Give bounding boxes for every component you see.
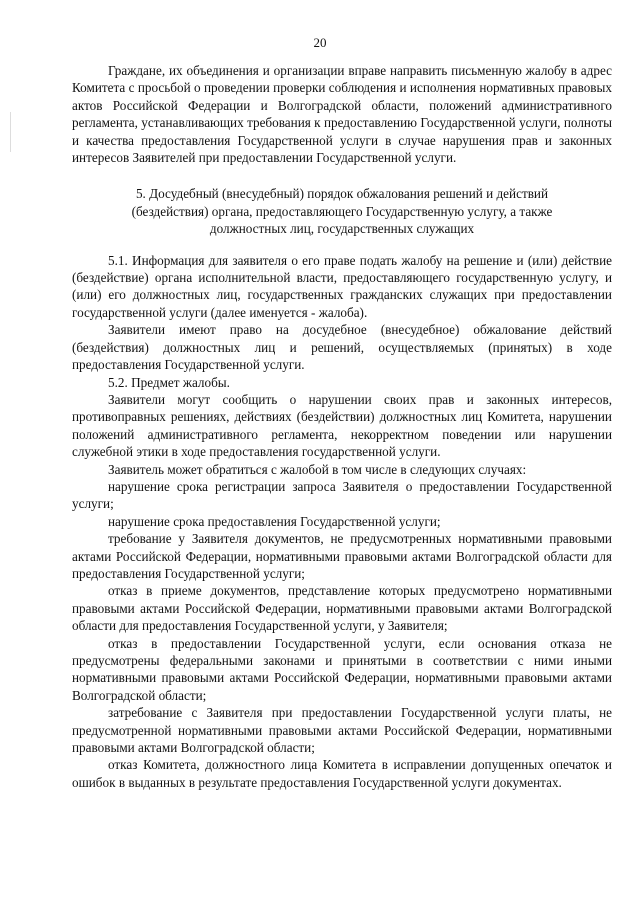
paragraph-complaint-subject: Заявители могут сообщить о нарушении своих прав и законных интересов, противоправных решениях, действиях (бездействии) должностных лиц Комитета, нарушении положений административного регламента, некорректном поведении или нарушении служебной этики в ходе предоставления государственной услуги. (72, 391, 612, 460)
paragraph-cases-intro: Заявитель может обратиться с жалобой в том числе в следующих случаях: (108, 461, 527, 477)
paragraph-appeal-right: Заявители имеют право на досудебное (внесудебное) обжалование действий (бездействия) должностных лиц и решений, осуществляемых (принятых) в ходе предоставления Государственной услуги. (72, 322, 612, 373)
section-heading-line-2: (бездействия) органа, предоставляющего Государственную услугу, а также (131, 203, 553, 219)
list-item-registration-deadline: нарушение срока регистрации запроса Заявителя о предоставлении Государственной услуги; (72, 478, 612, 512)
section-heading-line-1: 5. Досудебный (внесудебный) порядок обжалования решений и действий (135, 186, 549, 202)
list-item-service-refusal: отказ в предоставлении Государственной услуги, если основания отказа не предусмотрены федеральными законами и принятыми в соответствии с ними иными нормативными правовыми актами Российской Федерации, нормативными правовыми актами Волгоградской области; (72, 635, 612, 703)
list-item-service-deadline: нарушение срока предоставления Государственной услуги; (108, 513, 441, 529)
list-item-documents-refusal: отказ в приеме документов, представление которых предусмотрено нормативными правовыми актами Российской Федерации, нормативными правовыми актами Волгоградской области для предоставления Государственной услуги, у Заявителя; (72, 583, 612, 634)
list-item-correction-refusal: отказ Комитета, должностного лица Комитета в исправлении допущенных опечаток и ошибок в выданных в результате предоставления Государственной услуги документах. (72, 757, 612, 790)
section-heading-line-3: должностных лиц, государственных служащих (209, 221, 475, 237)
paragraph-5-2-title: 5.2. Предмет жалобы. (108, 374, 230, 390)
page-content (72, 62, 612, 791)
paragraph-5-1: 5.1. Информация для заявителя о его праве подать жалобу на решение и (или) действие (бездействие) органа исполнительной власти, предоставляющего государственную услугу, и (или) его должностных лиц, государственных гражданских служащих при предоставлении государственной услуги (далее именуется - жалоба). (72, 252, 612, 320)
page-number: 20 (313, 35, 327, 50)
section-heading (72, 185, 612, 237)
list-item-documents-request: требование у Заявителя документов, не предусмотренных нормативными правовыми актами Российской Федерации, нормативными правовыми актами Волгоградской области для предоставления Государственной услуги; (72, 531, 612, 581)
intro-paragraph: Граждане, их объединения и организации вправе направить письменную жалобу в адрес Комитета с просьбой о проведении проверки соблюдения и исполнения нормативных правовых актов Российской Федерации и Волгоградской области, положений административного регламента, устанавливающих требования к предоставлению Государственной услуги, полноты и качества предоставления Государственной услуги в случае нарушения прав и законных интересов Заявителей при предоставлении Государственной услуги. (72, 63, 612, 166)
list-item-payment-demand: затребование с Заявителя при предоставлении Государственной услуги платы, не предусмотренной нормативными правовыми актами Российской Федерации, нормативными правовыми актами Волгоградской области; (72, 705, 612, 756)
scan-margin-mark (10, 112, 11, 152)
